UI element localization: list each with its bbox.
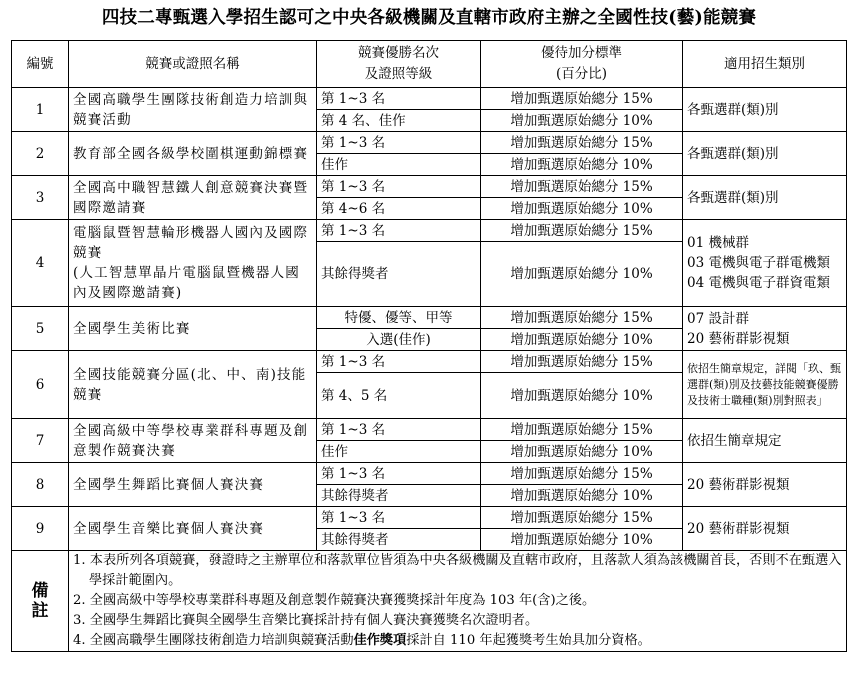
bonus-cell: 增加甄選原始總分 10% xyxy=(481,485,683,507)
bonus-cell: 增加甄選原始總分 15% xyxy=(481,132,683,154)
bonus-cell: 增加甄選原始總分 15% xyxy=(481,88,683,110)
rank-cell: 佳作 xyxy=(317,154,481,176)
rank-cell: 其餘得獎者 xyxy=(317,529,481,551)
rank-cell: 第 1~3 名 xyxy=(317,88,481,110)
notes-label-text: 備註 xyxy=(31,581,49,621)
row-number: 8 xyxy=(12,463,69,507)
table-row xyxy=(12,176,847,198)
category-cell: 各甄選群(類)別 xyxy=(683,176,847,220)
competition-name: 全國學生美術比賽 xyxy=(69,307,317,351)
header-type: 適用招生類別 xyxy=(683,41,847,88)
category-cell: 20 藝術群影視類 xyxy=(683,507,847,551)
category-cell: 依招生簡章規定，詳閱「玖、甄選群(類)別及技藝技能競賽優勝及技術士職種(類)別對照表」 xyxy=(683,351,847,419)
table-row xyxy=(12,220,847,242)
competition-name: 電腦鼠暨智慧輪形機器人國內及國際競賽 (人工智慧單晶片電腦鼠暨機器人國內及國際邀請賽) xyxy=(69,220,317,307)
bonus-cell: 增加甄選原始總分 15% xyxy=(481,351,683,373)
bonus-cell: 增加甄選原始總分 10% xyxy=(481,373,683,419)
category-cell: 依招生簡章規定 xyxy=(683,419,847,463)
table-row xyxy=(12,351,847,373)
bonus-cell: 增加甄選原始總分 10% xyxy=(481,329,683,351)
competition-name: 全國高級中等學校專業群科專題及創意製作競賽決賽 xyxy=(69,419,317,463)
rank-cell: 第 1~3 名 xyxy=(317,507,481,529)
table-row xyxy=(12,88,847,110)
row-number: 5 xyxy=(12,307,69,351)
bonus-cell: 增加甄選原始總分 15% xyxy=(481,220,683,242)
header-bonus: 優待加分標準 (百分比) xyxy=(481,41,683,88)
notes-content xyxy=(69,551,847,652)
row-number: 3 xyxy=(12,176,69,220)
note-item: 1. 本表所列各項競賽，發證時之主辦單位和落款單位皆須為中央各級機關及直轄市政府，且落款人須為該機關首長，否則不在甄選入學採計範圍內。 xyxy=(73,553,842,588)
note-item: 3. 全國學生舞蹈比賽與全國學生音樂比賽採計持有個人賽決賽獲獎名次證明者。 xyxy=(73,613,539,628)
rank-cell: 第 1~3 名 xyxy=(317,351,481,373)
rank-cell: 其餘得獎者 xyxy=(317,485,481,507)
competition-name: 全國技能競賽分區(北、中、南)技能競賽 xyxy=(69,351,317,419)
rank-cell: 第 1~3 名 xyxy=(317,220,481,242)
note-item: 4. 全國高職學生團隊技術創造力培訓與競賽活動佳作獎項採計自 110 年起獲獎考生始具加分資格。 xyxy=(73,633,651,648)
note-emphasis: 佳作獎項 xyxy=(353,633,407,648)
competition-name: 全國高中職智慧鐵人創意競賽決賽暨國際邀請賽 xyxy=(69,176,317,220)
bonus-cell: 增加甄選原始總分 10% xyxy=(481,242,683,307)
bonus-cell: 增加甄選原始總分 15% xyxy=(481,507,683,529)
category-cell: 各甄選群(類)別 xyxy=(683,88,847,132)
table-row xyxy=(12,463,847,485)
rank-cell: 第 4 名、佳作 xyxy=(317,110,481,132)
competition-name: 全國學生音樂比賽個人賽決賽 xyxy=(69,507,317,551)
bonus-cell: 增加甄選原始總分 15% xyxy=(481,419,683,441)
header-rank: 競賽優勝名次 及證照等級 xyxy=(317,41,481,88)
bonus-cell: 增加甄選原始總分 10% xyxy=(481,529,683,551)
category-cell: 20 藝術群影視類 xyxy=(683,463,847,507)
table-row xyxy=(12,307,847,329)
rank-cell: 第 1~3 名 xyxy=(317,463,481,485)
rank-cell: 入選(佳作) xyxy=(317,329,481,351)
rank-cell: 第 1~3 名 xyxy=(317,176,481,198)
rank-cell: 其餘得獎者 xyxy=(317,242,481,307)
table-row xyxy=(12,419,847,441)
category-cell: 07 設計群 20 藝術群影視類 xyxy=(683,307,847,351)
rank-cell: 佳作 xyxy=(317,441,481,463)
bonus-cell: 增加甄選原始總分 10% xyxy=(481,154,683,176)
header-name: 競賽或證照名稱 xyxy=(69,41,317,88)
document-title: 四技二專甄選入學招生認可之中央各級機關及直轄市政府主辦之全國性技(藝)能競賽 xyxy=(101,8,757,28)
bonus-cell: 增加甄選原始總分 10% xyxy=(481,441,683,463)
competition-name: 全國學生舞蹈比賽個人賽決賽 xyxy=(69,463,317,507)
competition-name: 教育部全國各級學校圍棋運動錦標賽 xyxy=(69,132,317,176)
category-cell: 01 機械群 03 電機與電子群電機類 04 電機與電子群資電類 xyxy=(683,220,847,307)
rank-cell: 第 4~6 名 xyxy=(317,198,481,220)
rank-cell: 第 1~3 名 xyxy=(317,132,481,154)
row-number: 7 xyxy=(12,419,69,463)
bonus-cell: 增加甄選原始總分 10% xyxy=(481,198,683,220)
row-number: 9 xyxy=(12,507,69,551)
rank-cell: 特優、優等、甲等 xyxy=(317,307,481,329)
table-row xyxy=(12,507,847,529)
header-no: 編號 xyxy=(12,41,69,88)
competition-table xyxy=(11,40,847,652)
category-cell: 各甄選群(類)別 xyxy=(683,132,847,176)
row-number: 2 xyxy=(12,132,69,176)
note-item: 2. 全國高級中等學校專業群科專題及創意製作競賽決賽獲獎採計年度為 103 年(含)之後。 xyxy=(73,593,596,608)
bonus-cell: 增加甄選原始總分 10% xyxy=(481,110,683,132)
rank-cell: 第 4、5 名 xyxy=(317,373,481,419)
row-number: 4 xyxy=(12,220,69,307)
table-row xyxy=(12,132,847,154)
notes-row xyxy=(12,551,847,652)
notes-label xyxy=(12,551,69,652)
bonus-cell: 增加甄選原始總分 15% xyxy=(481,307,683,329)
rank-cell: 第 1~3 名 xyxy=(317,419,481,441)
bonus-cell: 增加甄選原始總分 15% xyxy=(481,176,683,198)
competition-name: 全國高職學生團隊技術創造力培訓與競賽活動 xyxy=(69,88,317,132)
row-number: 1 xyxy=(12,88,69,132)
header-row xyxy=(12,41,847,88)
bonus-cell: 增加甄選原始總分 15% xyxy=(481,463,683,485)
row-number: 6 xyxy=(12,351,69,419)
